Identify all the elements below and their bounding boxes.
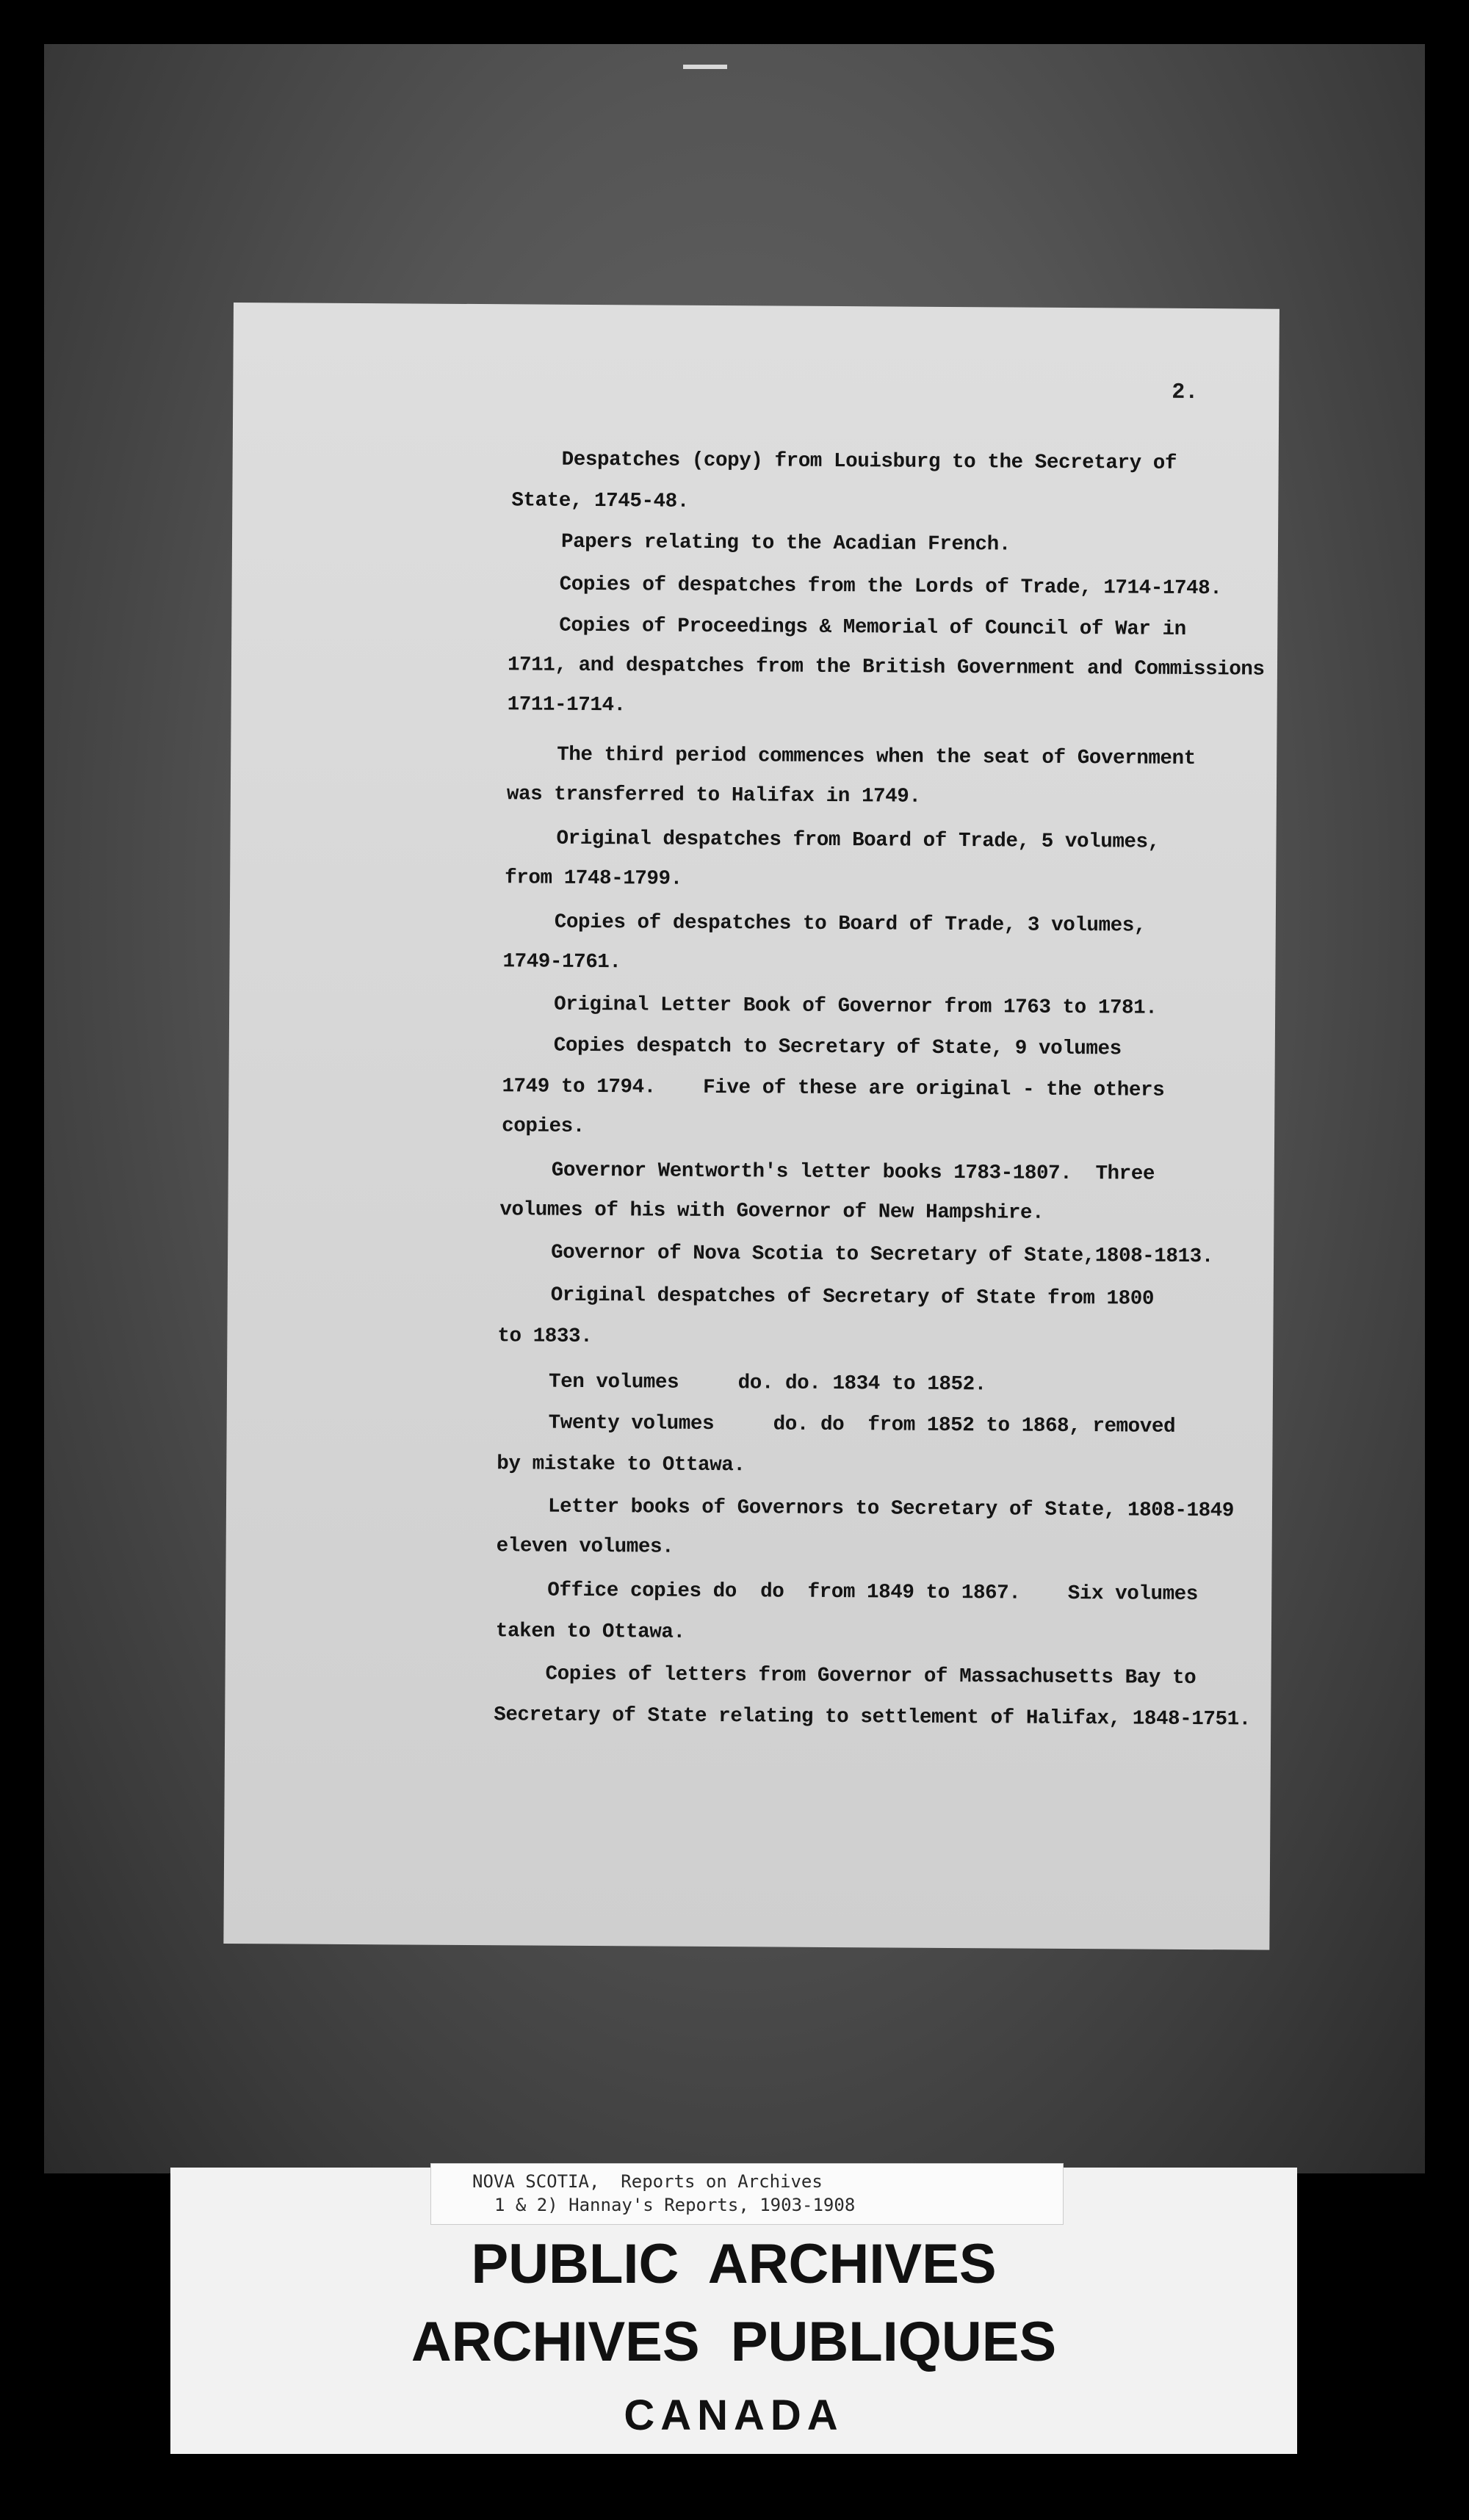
text-line: taken to Ottawa. [495, 1620, 685, 1644]
text-line: Original Letter Book of Governor from 1763 to 1781. [554, 993, 1158, 1020]
text-line: Papers relating to the Acadian French. [560, 530, 1011, 557]
text-line: by mistake to Ottawa. [497, 1452, 746, 1477]
text-line: eleven volumes. [496, 1535, 674, 1559]
text-line: The third period commences when the seat of Government [557, 743, 1196, 771]
text-line: 1711-1714. [507, 693, 626, 717]
text-line: Letter books of Governors to Secretary of State, 1808-1849 [547, 1495, 1235, 1523]
text-line: Twenty volumes do. do from 1852 to 1868, removed [548, 1411, 1176, 1438]
text-line: Governor of Nova Scotia to Secretary of State,1808-1813. [551, 1241, 1213, 1269]
text-line: Copies of despatches to Board of Trade, 3 volumes, [554, 910, 1147, 938]
text-line: State, 1745-48. [511, 489, 689, 513]
text-line: from 1748-1799. [505, 866, 682, 891]
catalog-tag-line-2: 1 & 2) Hannay's Reports, 1903-1908 [494, 2195, 856, 2215]
text-line: Secretary of State relating to settlement of Halifax, 1848-1751. [494, 1703, 1251, 1731]
text-line: Original despatches of Secretary of State from 1800 [550, 1283, 1155, 1311]
stamp-canada: CANADA [624, 2392, 844, 2439]
text-line: 1749 to 1794. Five of these are original - the others [502, 1075, 1165, 1102]
text-line: Office copies do do from 1849 to 1867. Six volumes [547, 1579, 1199, 1607]
text-line: Despatches (copy) from Louisburg to the Secretary of [561, 448, 1177, 475]
catalog-tag [430, 2163, 1064, 2225]
page-number: 2. [1172, 380, 1199, 406]
stamp-public-archives: PUBLIC ARCHIVES [471, 2233, 997, 2295]
text-line: Copies of despatches from the Lords of Trade, 1714-1748. [559, 573, 1222, 601]
text-line: copies. [502, 1115, 585, 1138]
text-line: to 1833. [497, 1325, 593, 1349]
text-line: was transferred to Halifax in 1749. [506, 783, 921, 808]
frame-mark [683, 65, 727, 69]
document-page [223, 303, 1279, 1950]
stamp-archives-publiques: ARCHIVES PUBLIQUES [411, 2311, 1057, 2373]
text-line: Ten volumes do. do. 1834 to 1852. [548, 1370, 986, 1397]
catalog-tag-line-1: NOVA SCOTIA, Reports on Archives [472, 2171, 823, 2192]
text-line: 1749-1761. [502, 950, 621, 974]
text-line: Copies despatch to Secretary of State, 9 volumes [553, 1034, 1122, 1061]
text-line: Governor Wentworth's letter books 1783-1807. Three [551, 1159, 1155, 1186]
text-line: Copies of Proceedings & Memorial of Council of War in [559, 614, 1186, 641]
text-line: Copies of letters from Governor of Massachusetts Bay to [545, 1662, 1197, 1690]
text-line: volumes of his with Governor of New Hampshire. [499, 1198, 1044, 1225]
text-line: Original despatches from Board of Trade, 5 volumes, [556, 827, 1160, 854]
text-line: 1711, and despatches from the British Government and Commissions [507, 653, 1265, 681]
